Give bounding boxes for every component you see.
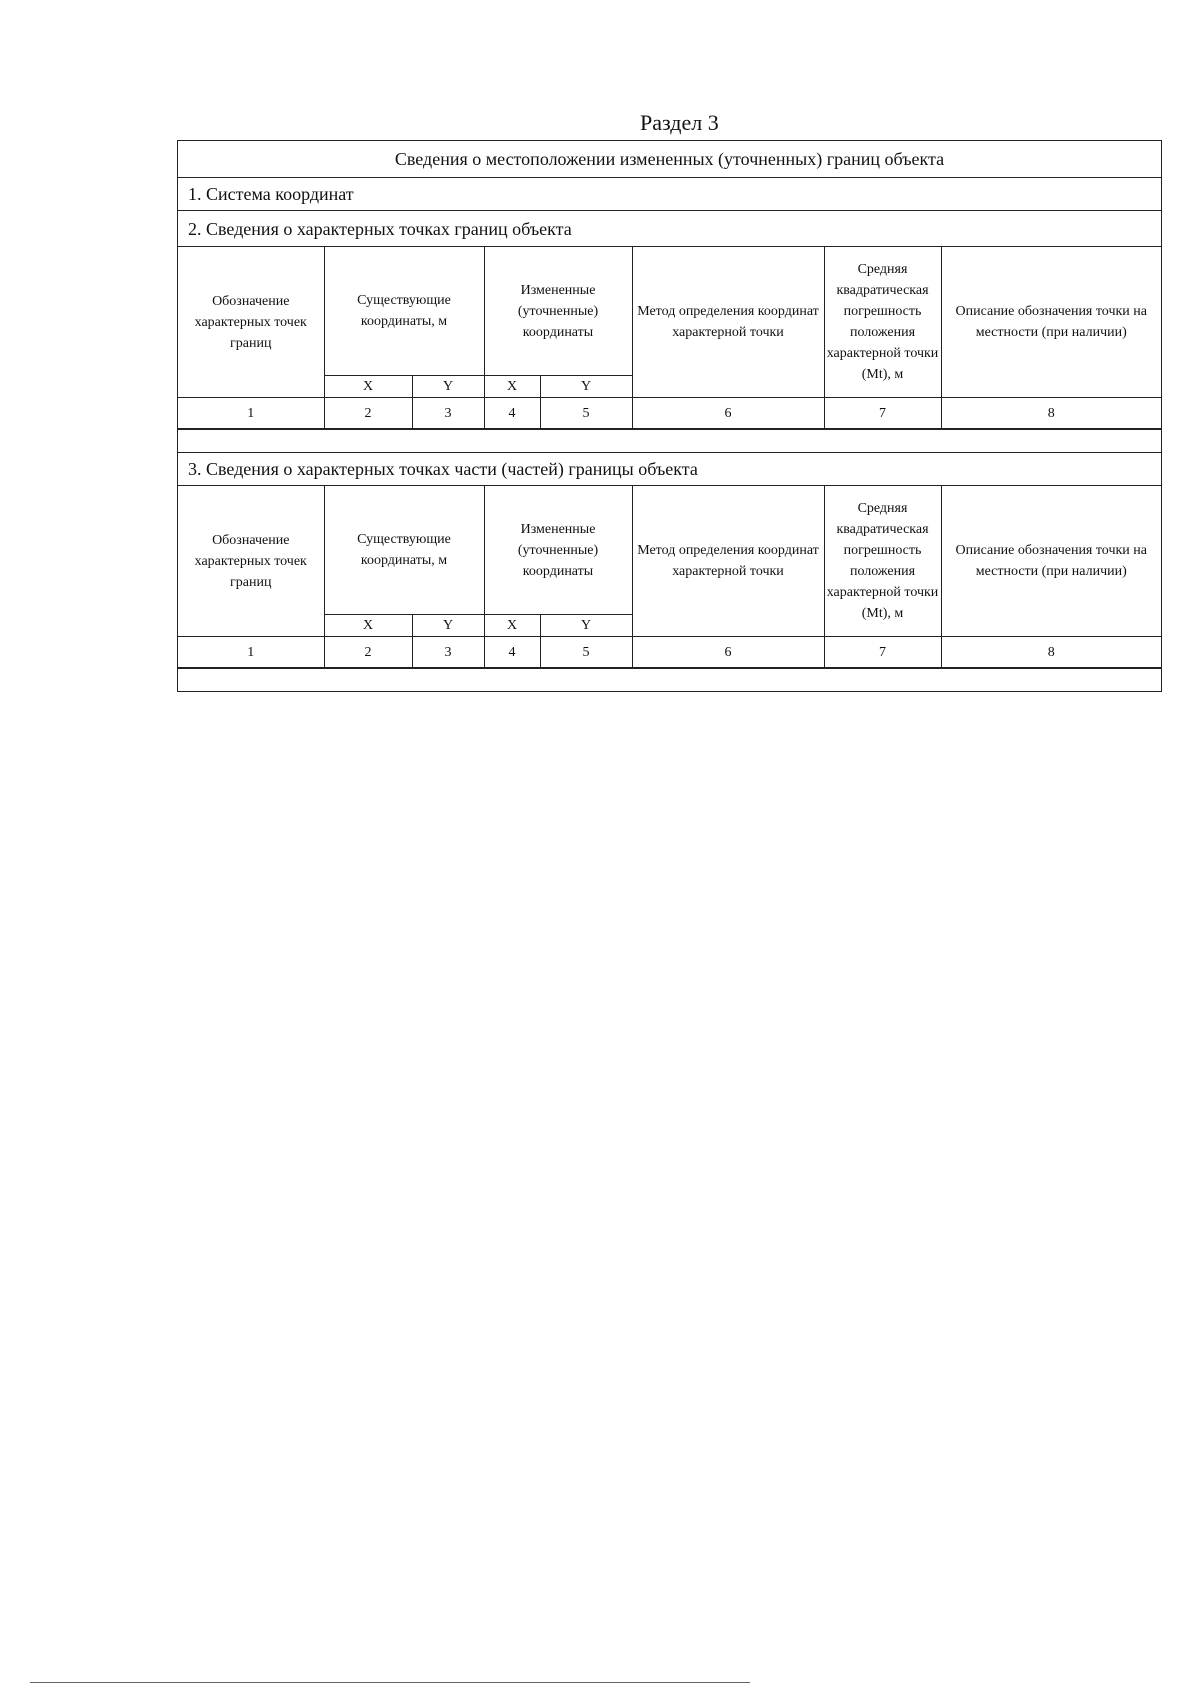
table2-header-changed-coords: Измененные (уточненные) координаты xyxy=(484,486,632,615)
table1-axis-x-existing: X xyxy=(324,376,412,398)
table1-column-numbers-row xyxy=(178,398,1161,429)
table2-colnum: 3 xyxy=(412,637,484,668)
table1-axis-x-changed: X xyxy=(484,376,540,398)
table2-axis-y-changed: Y xyxy=(540,615,632,637)
table1-header-changed-coords: Измененные (уточненные) координаты xyxy=(484,247,632,376)
table2-colnum: 2 xyxy=(324,637,412,668)
table2-colnum: 5 xyxy=(540,637,632,668)
table1-header-row xyxy=(178,247,1161,376)
table2-title: 3. Сведения о характерных точках части (частей) границы объекта xyxy=(178,453,1161,486)
table1-colnum: 8 xyxy=(941,398,1161,429)
main-title: Сведения о местоположении измененных (уточненных) границ объекта xyxy=(178,141,1161,178)
table1-colnum: 6 xyxy=(632,398,824,429)
table2-axis-x-changed: X xyxy=(484,615,540,637)
table1-colnum: 7 xyxy=(824,398,941,429)
section-title: Раздел 3 xyxy=(640,110,719,135)
table1-header-mean-error: Средняя квадратическая погрешность положения характерной точки (Mt), м xyxy=(824,247,941,398)
table1-colnum: 1 xyxy=(178,398,324,429)
page-bottom-rule xyxy=(30,1682,750,1683)
table1-colnum: 5 xyxy=(540,398,632,429)
table2-part-boundary-points xyxy=(178,486,1161,668)
table2-header-method: Метод определения координат характерной точки xyxy=(632,486,824,637)
table2-colnum: 4 xyxy=(484,637,540,668)
table1-title: 2. Сведения о характерных точках границ объекта xyxy=(178,211,1161,247)
table1-header-description: Описание обозначения точки на местности (при наличии) xyxy=(941,247,1161,398)
table2-axis-y-existing: Y xyxy=(412,615,484,637)
table1-axis-y-changed: Y xyxy=(540,376,632,398)
table1-axis-y-existing: Y xyxy=(412,376,484,398)
table2-axis-x-existing: X xyxy=(324,615,412,637)
table1-colnum: 3 xyxy=(412,398,484,429)
table2-header-row xyxy=(178,486,1161,615)
table2-header-description: Описание обозначения точки на местности (при наличии) xyxy=(941,486,1161,637)
table2-colnum: 8 xyxy=(941,637,1161,668)
table1-header-point-designation: Обозначение характерных точек границ xyxy=(178,247,324,398)
section-frame xyxy=(177,140,1162,692)
table1-boundary-points xyxy=(178,247,1161,429)
table2-colnum: 7 xyxy=(824,637,941,668)
table2-header-existing-coords: Существующие координаты, м xyxy=(324,486,484,615)
table2-header-point-designation: Обозначение характерных точек границ xyxy=(178,486,324,637)
table1-header-method: Метод определения координат характерной точки xyxy=(632,247,824,398)
table1-colnum: 4 xyxy=(484,398,540,429)
table1-colnum: 2 xyxy=(324,398,412,429)
table2-colnum: 6 xyxy=(632,637,824,668)
table2-column-numbers-row xyxy=(178,637,1161,668)
table1-empty-row xyxy=(178,429,1161,453)
table2-empty-row xyxy=(178,668,1161,691)
coord-system-label: 1. Система координат xyxy=(178,178,1161,211)
table1-header-existing-coords: Существующие координаты, м xyxy=(324,247,484,376)
table2-header-mean-error: Средняя квадратическая погрешность положения характерной точки (Mt), м xyxy=(824,486,941,637)
table2-colnum: 1 xyxy=(178,637,324,668)
